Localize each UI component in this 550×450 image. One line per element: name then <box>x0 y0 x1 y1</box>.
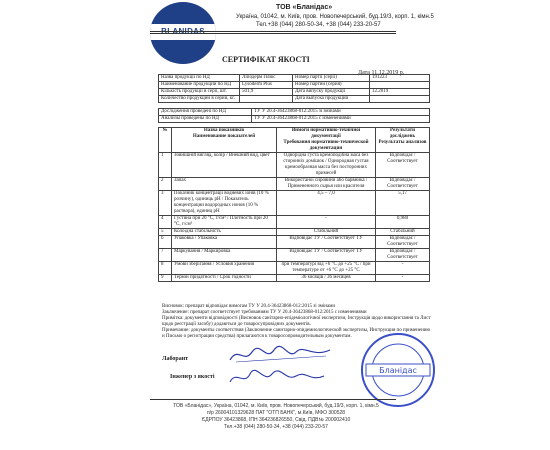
table-row <box>159 216 430 229</box>
header-norm-ua: Вимоги нормативно-технічної документації <box>291 128 361 139</box>
company-phones: Тел.+38 (044) 280-50-34, +38 (044) 233-20-57 <box>256 22 381 28</box>
cell: Номер партии (серия) <box>293 82 370 89</box>
cell: 191223 <box>370 75 430 82</box>
table-row <box>159 178 430 191</box>
cell: Номер партії (серії) <box>293 75 370 82</box>
cell-norm: Відповідає ТУ / Соответствует ТУ <box>277 236 376 249</box>
table-row <box>159 153 430 178</box>
cell: 501,9 <box>240 89 293 96</box>
header-divider-2 <box>150 33 396 34</box>
conclusion-ua: Висновок: препарат відповідає вимогам ТУ У 20.4-36423868-012:2015 зі змінами <box>162 304 336 309</box>
logo-text <box>150 24 216 40</box>
cell-result: Відповідає / Соответствует <box>376 178 430 191</box>
cell-num: 4 <box>159 216 172 229</box>
cell: Дата випуску продукції <box>293 89 370 96</box>
table-row <box>159 236 430 249</box>
cell: Ліподерм Плюс <box>240 75 293 82</box>
cell-result: Стабільний <box>376 229 430 236</box>
cell-result: Відповідає / Соответствует <box>376 236 430 249</box>
cell: Анализы проведены по НД <box>159 116 252 123</box>
table-row <box>159 262 430 275</box>
engineer-label: Інженер з якості <box>170 374 215 380</box>
footer-line-1: ТОВ «Бланідас», Україна, 01042, м. Київ, пров. Новопечерський, буд.19/3, корп. 1, кімн.5 <box>173 403 379 409</box>
cell-num: 9 <box>159 275 172 282</box>
header-norm-ru: Требования нормативно-технической документации <box>283 140 369 151</box>
engineer-signature <box>226 368 336 388</box>
cell <box>370 96 430 103</box>
footer-line-3: ЄДРПОУ 36423868, ІПН 364236826550, Свід. ПДВ№ 200002410 <box>201 417 351 423</box>
cell: Дослідження проведені по НД <box>159 109 252 116</box>
cell-num: 1 <box>159 153 172 178</box>
header-num: № <box>159 128 172 153</box>
cell-num: 5 <box>159 229 172 236</box>
cell-norm: Відповідає ТУ / Соответствует ТУ <box>277 249 376 262</box>
tests-standard-table <box>158 108 430 123</box>
header-indicator <box>172 128 277 153</box>
cell-norm: Стабільний <box>277 229 376 236</box>
cell: Lysoderm Plus <box>240 82 293 89</box>
conclusion-ru: Заключение: препарат соответствует требованиям ТУ У 20.4-36423868-012:2015 с изменениями <box>162 310 367 315</box>
cell-result: Відповідає / Соответствует <box>376 153 430 178</box>
table-row <box>159 249 430 262</box>
cell-num: 6 <box>159 236 172 249</box>
cell-num: 8 <box>159 262 172 275</box>
cell-result: 5,17 <box>376 191 430 216</box>
cell-norm: 36 місяців / 36 месяцев <box>277 275 376 282</box>
cell-name: Запах <box>172 178 277 191</box>
header-norm <box>277 128 376 153</box>
cell: ТУ У 20.4-36423868-012:2015 с изменениями <box>252 116 430 123</box>
header-divider <box>150 31 396 32</box>
cell-name: Маркування / Маркировка <box>172 249 277 262</box>
cell-result: - <box>376 275 430 282</box>
footer-line-4: Тел.+38 (044) 280-50-34, +38 (044) 233-20-57 <box>224 424 328 430</box>
cell-result: 0,980 <box>376 216 430 229</box>
cell-norm: 4,5 – 7,0 <box>277 191 376 216</box>
table-row <box>159 191 430 216</box>
cell: Количество продукции в серии, кг. <box>159 96 240 103</box>
product-info-table <box>158 74 430 103</box>
results-table <box>158 127 430 282</box>
footer-line-2: п/р 26004101329628 ПАТ "ОТП БАНК", м.Київ, МФО 300528 <box>206 410 346 416</box>
cell-result: Відповідає / Соответствует <box>376 249 430 262</box>
cell: 12.2019 <box>370 89 430 96</box>
company-address: Україна, 01042, м. Київ, пров. Новопечерський, буд.19/3, корп. 1, кімн.5 <box>236 14 434 20</box>
lab-label: Лаборант <box>162 356 189 362</box>
header-result-ru: Результаты анализов <box>378 140 427 145</box>
cell-name: Упаковка / Упаковка <box>172 236 277 249</box>
remark-ru: Примечание: документы соответствия (Заключение санитарно-эпидемиологической экспертизы, Инструкция по применению и Письмо о регистрации средства) прилагаются к товаросопроводительным документам. <box>162 328 431 339</box>
table-row <box>159 275 430 282</box>
cell: ТУ У 20.4-36423868-012:2015 зі змінами <box>252 109 430 116</box>
cell-name: Колоїдна стабільність <box>172 229 277 236</box>
cell-name: Показник концентрації водневих іонів (10 % розчину), одиниць pH / Показатель концентрации водородных ионов (10 % раствора), единиц pH <box>172 191 277 216</box>
cell-norm: - <box>277 216 376 229</box>
cell: Дата выпуска продукции <box>293 96 370 103</box>
table-row <box>159 229 430 236</box>
cell: Наименование продукции по НД <box>159 82 240 89</box>
remark-ua: Примітка: документи відповідності (Висновок санітарно-епідеміологічної експертизи, Інструкція щодо використання та Лист щодо реєстрації засобу) додаються до товаросупровідних документів. <box>162 316 431 327</box>
header-result <box>376 128 430 153</box>
document-title: СЕРТИФІКАТ ЯКОСТІ <box>222 55 310 64</box>
company-stamp <box>358 330 438 410</box>
header-result-ua: Результати досліджень <box>389 128 416 139</box>
header-indicator-ru: Наименование показателей <box>192 134 256 139</box>
cell-num: 7 <box>159 249 172 262</box>
lab-signature <box>226 344 336 366</box>
cell <box>240 96 293 103</box>
cell-name: Умови зберігання / Условия хранения <box>172 262 277 275</box>
cell-norm: Використаної сировини або барвника / Примененного сырья или красителя <box>277 178 376 191</box>
cell <box>370 82 430 89</box>
cell: Кількість продукції в серії, шт. <box>159 89 240 96</box>
cell-num: 3 <box>159 191 172 216</box>
cell-norm: Однорідна густа кремоподібна маса без сторонніх домішок / Однородная густая кремообразная масса без посторонних примесей <box>277 153 376 178</box>
footer-divider <box>150 399 396 400</box>
stamp-text: Бланідас <box>379 366 417 375</box>
cell: Назва продукції по НД <box>159 75 240 82</box>
cell-name: Термін придатності / Срок годности <box>172 275 277 282</box>
cell-name: Густина при 20 °С, г/см³ / Плотность при 20 °С, г/см³ <box>172 216 277 229</box>
document-date: Дата 11.12.2019 р. <box>358 70 405 76</box>
cell-result: - <box>376 262 430 275</box>
cell-num: 2 <box>159 178 172 191</box>
header-indicator-ua: Назва показників <box>203 128 245 133</box>
cell-norm: при температурі від +6 °С до +25 °С / при температуре от +6 °С до +25 °С <box>277 262 376 275</box>
company-name: ТОВ «Бланідас» <box>276 4 333 11</box>
cell-name: Зовнішній вигляд, колір / Внешний вид, цвет <box>172 153 277 178</box>
